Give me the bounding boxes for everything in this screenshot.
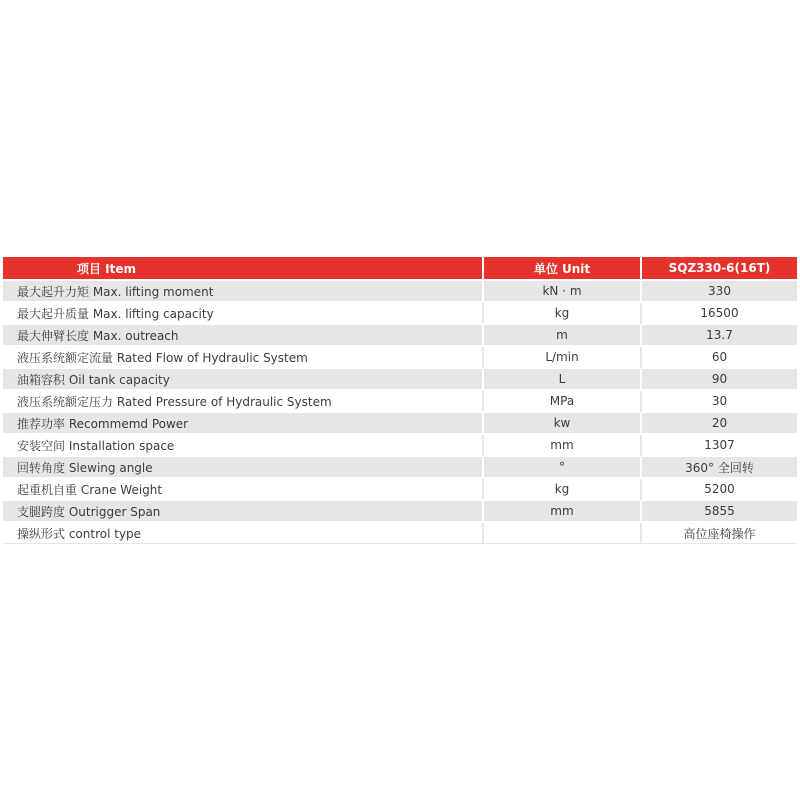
table-row	[3, 435, 797, 457]
table-row	[3, 347, 797, 369]
unit-cell	[482, 523, 640, 544]
item-cell: 操纵形式 control type	[3, 523, 482, 544]
value-cell: 5855	[640, 501, 797, 523]
table-row	[3, 281, 797, 303]
value-cell: 90	[640, 369, 797, 391]
value-cell: 60	[640, 347, 797, 369]
table-row	[3, 303, 797, 325]
table-row	[3, 369, 797, 391]
unit-cell: L	[482, 369, 640, 391]
item-cell: 最大起升力矩 Max. lifting moment	[3, 281, 482, 303]
unit-cell: kN · m	[482, 281, 640, 303]
unit-cell: m	[482, 325, 640, 347]
unit-cell: L/min	[482, 347, 640, 369]
item-cell: 液压系统额定流量 Rated Flow of Hydraulic System	[3, 347, 482, 369]
item-cell: 液压系统额定压力 Rated Pressure of Hydraulic System	[3, 391, 482, 413]
table-header-row	[3, 257, 797, 281]
item-cell: 油箱容积 Oil tank capacity	[3, 369, 482, 391]
table-row	[3, 391, 797, 413]
table-row	[3, 501, 797, 523]
item-cell: 安装空间 Installation space	[3, 435, 482, 457]
table-row	[3, 523, 797, 544]
item-cell: 最大伸臂长度 Max. outreach	[3, 325, 482, 347]
unit-cell: mm	[482, 435, 640, 457]
unit-cell: kw	[482, 413, 640, 435]
item-cell: 回转角度 Slewing angle	[3, 457, 482, 479]
header-model: SQZ330-6(16T)	[640, 257, 797, 281]
header-unit: 单位 Unit	[482, 257, 640, 281]
value-cell: 1307	[640, 435, 797, 457]
value-cell: 16500	[640, 303, 797, 325]
unit-cell: mm	[482, 501, 640, 523]
unit-cell: kg	[482, 303, 640, 325]
value-cell: 20	[640, 413, 797, 435]
table-body	[3, 281, 797, 544]
value-cell: 330	[640, 281, 797, 303]
header-item: 项目 Item	[3, 257, 482, 281]
item-cell: 起重机自重 Crane Weight	[3, 479, 482, 501]
table-row	[3, 325, 797, 347]
value-cell: 13.7	[640, 325, 797, 347]
table-row	[3, 479, 797, 501]
item-cell: 支腿跨度 Outrigger Span	[3, 501, 482, 523]
unit-cell: kg	[482, 479, 640, 501]
value-cell: 高位座椅操作	[640, 523, 797, 544]
unit-cell: MPa	[482, 391, 640, 413]
unit-cell: °	[482, 457, 640, 479]
value-cell: 360° 全回转	[640, 457, 797, 479]
item-cell: 最大起升质量 Max. lifting capacity	[3, 303, 482, 325]
table-row	[3, 413, 797, 435]
table-row	[3, 457, 797, 479]
value-cell: 5200	[640, 479, 797, 501]
item-cell: 推荐功率 Recommemd Power	[3, 413, 482, 435]
value-cell: 30	[640, 391, 797, 413]
spec-table	[3, 257, 797, 544]
